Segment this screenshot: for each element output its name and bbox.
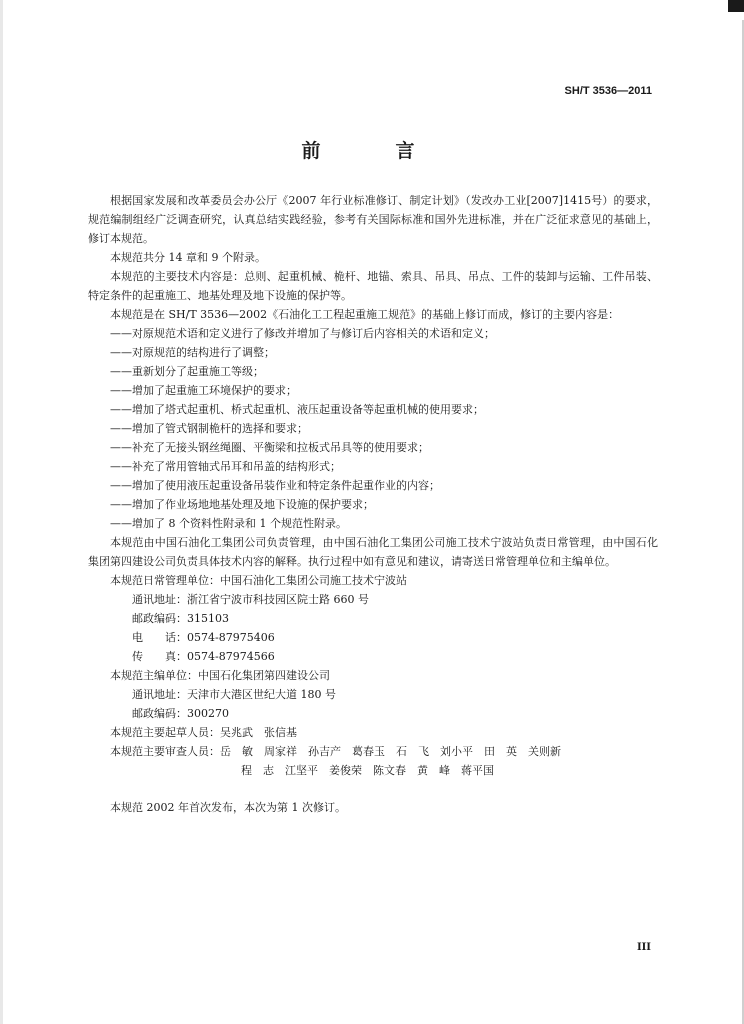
- daily-postcode-line: [88, 609, 658, 628]
- paragraph-chapters: 本规范共分 14 章和 9 个附录。: [110, 251, 266, 264]
- reviewers-names-1: 岳 敏 周家祥 孙吉产 葛春玉 石 飞 刘小平 田 英 关则新: [220, 745, 561, 758]
- reviewers-line: [88, 742, 658, 761]
- fax-label-b: 真：: [165, 650, 187, 663]
- revision-list: [88, 324, 658, 533]
- preface-body: [88, 191, 658, 817]
- list-item: ——增加了 8 个资料性附录和 1 个规范性附录。: [110, 517, 347, 530]
- list-item: ——增加了管式钢制桅杆的选择和要求；: [110, 422, 308, 435]
- daily-tel-line: [88, 628, 658, 647]
- list-item: ——增加了作业场地地基处理及地下设施的保护要求；: [110, 498, 374, 511]
- list-item: ——增加了塔式起重机、桥式起重机、液压起重设备等起重机械的使用要求；: [110, 403, 484, 416]
- list-item: ——补充了常用管轴式吊耳和吊盖的结构形式；: [110, 460, 341, 473]
- address-value: 浙江省宁波市科技园区院士路 660 号: [187, 593, 369, 606]
- address-value: 天津市大港区世纪大道 180 号: [187, 688, 336, 701]
- daily-unit-label: 本规范日常管理单位：: [110, 574, 220, 587]
- editor-unit-line: [88, 666, 658, 685]
- postcode-label: 邮政编码：: [132, 707, 187, 720]
- list-item: ——对原规范术语和定义进行了修改并增加了与修订后内容相关的术语和定义；: [110, 327, 495, 340]
- list-item: ——对原规范的结构进行了调整；: [110, 346, 275, 359]
- reviewers-names-2: 程 志 江坚平 姜俊荣 陈文春 黄 峰 蒋平国: [241, 764, 494, 777]
- drafters-label: 本规范主要起草人员：: [110, 726, 220, 739]
- daily-address-line: [88, 590, 658, 609]
- drafters-line: [88, 723, 658, 742]
- daily-unit-name: 中国石油化工集团公司施工技术宁波站: [220, 574, 407, 587]
- daily-fax-line: [88, 647, 658, 666]
- spacer: [88, 780, 658, 798]
- editor-unit-name: 中国石化集团第四建设公司: [198, 669, 330, 682]
- postcode-value: 300270: [187, 707, 229, 720]
- tel-label-a: 电: [132, 631, 143, 644]
- address-label: 通讯地址：: [132, 688, 187, 701]
- list-item: ——补充了无接头钢丝绳圈、平衡梁和拉板式吊具等的使用要求；: [110, 441, 429, 454]
- list-item: ——增加了起重施工环境保护的要求；: [110, 384, 297, 397]
- paragraph-revision-intro: 本规范是在 SH/T 3536—2002《石油化工工程起重施工规范》的基础上修订而成，修订的主要内容是：: [110, 308, 620, 321]
- editor-address-line: [88, 685, 658, 704]
- reviewers-label: 本规范主要审查人员：: [110, 745, 220, 758]
- daily-unit-line: [88, 571, 658, 590]
- page-number: III: [636, 942, 651, 953]
- list-item: ——增加了使用液压起重设备吊装作业和特定条件起重作业的内容；: [110, 479, 440, 492]
- drafters-names: 吴兆武 张信基: [220, 726, 297, 739]
- paragraph-main-content: 本规范的主要技术内容是：总则、起重机械、桅杆、地锚、索具、吊具、吊点、工件的装卸与运输、工件吊装、特定条件的起重施工、地基处理及地下设施的保护等。: [88, 270, 658, 302]
- fax-label-a: 传: [132, 650, 143, 663]
- tel-value: 0574-87975406: [187, 631, 275, 644]
- postcode-label: 邮政编码：: [132, 612, 187, 625]
- paragraph-basis: 根据国家发展和改革委员会办公厅《2007 年行业标准修订、制定计划》（发改办工业[2007]1415号）的要求，规范编制组经广泛调查研究，认真总结实践经验，参考有关国际标准和国外先进标准，并在广泛征求意见的基础上，修订本规范。: [88, 194, 658, 245]
- editor-unit-label: 本规范主编单位：: [110, 669, 198, 682]
- scan-corner-mark: [728, 0, 744, 12]
- editor-postcode-line: [88, 704, 658, 723]
- fax-value: 0574-87974566: [187, 650, 275, 663]
- paragraph-management: 本规范由中国石油化工集团公司负责管理，由中国石油化工集团公司施工技术宁波站负责日常管理，由中国石化集团第四建设公司负责具体技术内容的解释。执行过程中如有意见和建议，请寄送日常管理单位和主编单位。: [88, 536, 658, 568]
- address-label: 通讯地址：: [132, 593, 187, 606]
- release-note: 本规范 2002 年首次发布，本次为第 1 次修订。: [110, 801, 346, 814]
- postcode-value: 315103: [187, 612, 229, 625]
- list-item: ——重新划分了起重施工等级；: [110, 365, 264, 378]
- standard-code: SH/T 3536—2011: [564, 85, 652, 97]
- page-title: 前 言: [301, 140, 443, 162]
- tel-label-b: 话：: [165, 631, 187, 644]
